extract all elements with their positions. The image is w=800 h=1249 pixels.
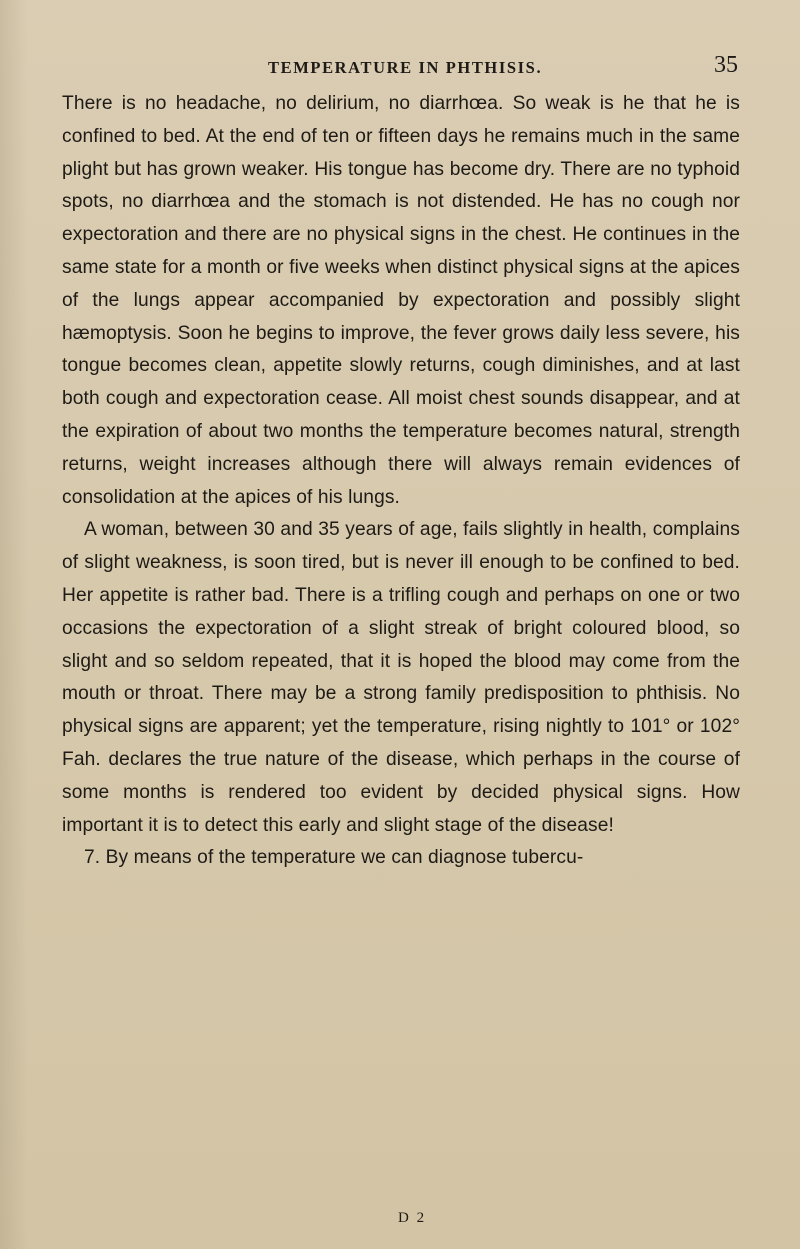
paragraph-continuation: There is no headache, no delirium, no diarrhœa. So weak is he that he is confined to bed. At the end of ten or fifteen days he remains much in the same plight but has grown weaker. His tongue has become dry. There are no typhoid spots, no diarrhœa and the stomach is not distended. He has no cough nor expectoration and there are no physical signs in the chest. He continues in the same state for a month or five weeks when distinct physical signs at the apices of the lungs appear accompanied by expectoration and possibly slight hæmoptysis. Soon he begins to improve, the fever grows daily less severe, his tongue becomes clean, appetite slowly returns, cough diminishes, and at last both cough and expectoration cease. All moist chest sounds disappear, and at the expiration of about two months the temperature becomes natural, strength returns, weight increases although there will always remain evidences of consolidation at the apices of his lungs. xyxy=(62,93,740,508)
paragraph-section-7: 7. By means of the temperature we can diagnose tubercu- xyxy=(84,847,584,869)
running-head: TEMPERATURE IN PHTHISIS. xyxy=(268,58,543,77)
body-text xyxy=(62,88,740,875)
signature-mark: D 2 xyxy=(398,1210,427,1226)
page-header xyxy=(0,52,800,84)
paragraph-woman-case: A woman, between 30 and 35 years of age, fails slightly in health, complains of slight weakness, is soon tired, but is never ill enough to be confined to bed. Her appetite is rather bad. There is a trifling cough and perhaps on one or two occasions the expectoration of a slight streak of bright coloured blood, so slight and so seldom repeated, that it is hoped the blood may come from the mouth or throat. There may be a strong family predisposition to phthisis. No physical signs are apparent; yet the temperature, rising nightly to 101° or 102° Fah. declares the true nature of the disease, which perhaps in the course of some months is rendered too evident by decided physical signs. How important it is to detect this early and slight stage of the disease! xyxy=(62,519,740,836)
page-number: 35 xyxy=(714,52,738,78)
